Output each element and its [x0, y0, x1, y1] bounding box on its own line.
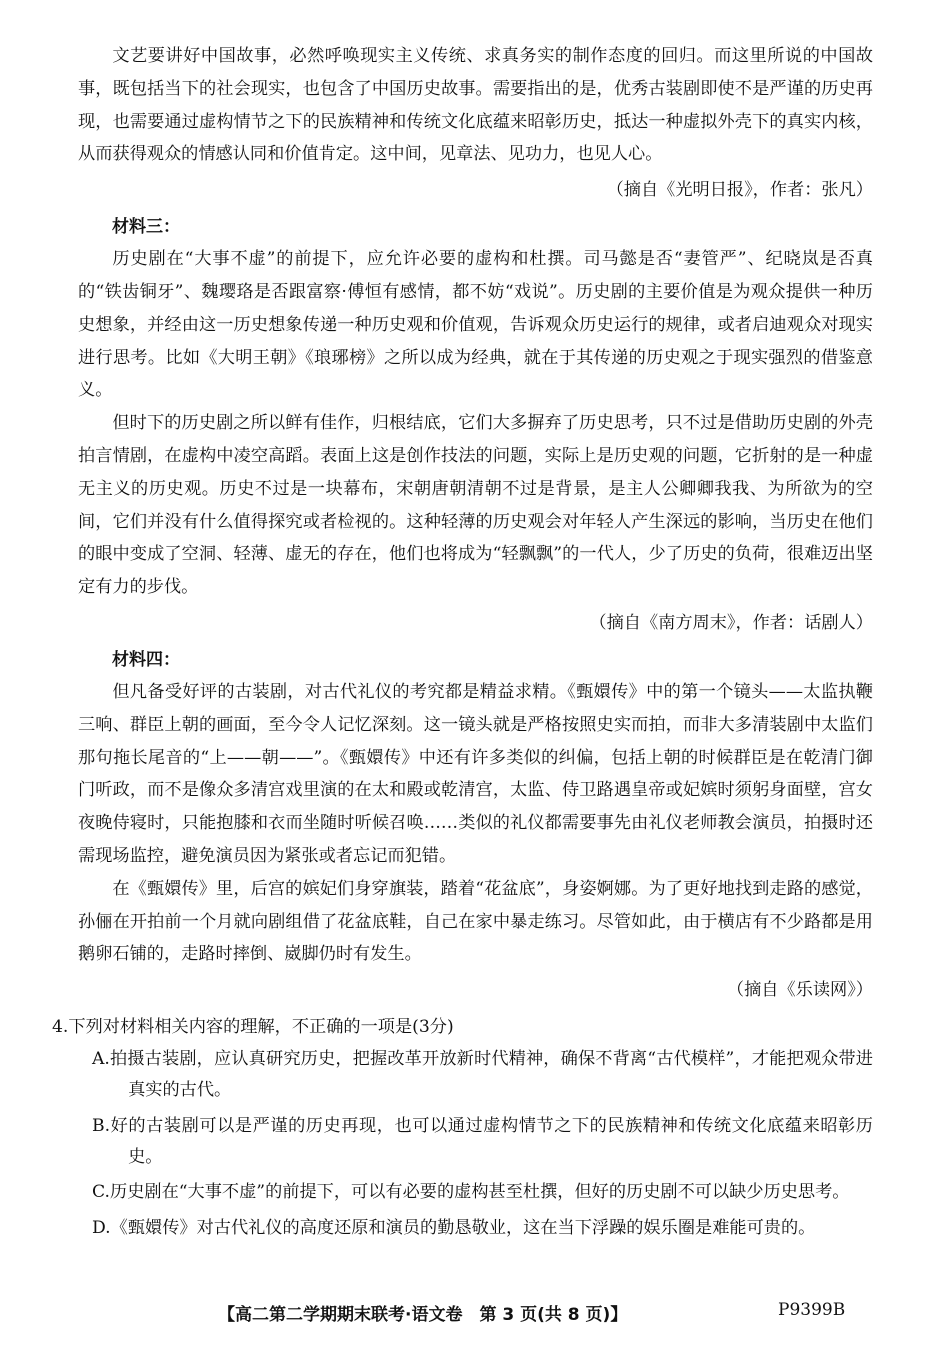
option-c: C.历史剧在“大事不虚”的前提下，可以有必要的虚构甚至杜撰，但好的历史剧不可以缺少历史思考。 — [92, 1182, 850, 1203]
material4-paragraph-2: 在《甄嬛传》里，后宫的嫔妃们身穿旗装，踏着“花盆底”，身姿婀娜。为了更好地找到走路的感觉，孙俪在开拍前一个月就向剧组借了花盆底鞋，自己在家中暴走练习。尽管如此，由于横店有不少路都是用鹅卵石铺的，走路时摔倒、崴脚仍时有发生。 — [78, 878, 873, 965]
footer-paper-code: P9399B — [778, 1300, 846, 1320]
option-b: B.好的古装剧可以是严谨的历史再现，也可以通过虚构情节之下的民族精神和传统文化底蕴来昭彰历史。 — [92, 1115, 873, 1167]
material4-source: （摘自《乐读网》） — [726, 980, 873, 1001]
material3-source: （摘自《南方周末》，作者：话剧人） — [589, 612, 873, 633]
material2-source: （摘自《光明日报》，作者：张凡） — [606, 180, 873, 201]
material3-heading: 材料三： — [112, 217, 180, 238]
material4-paragraph-1: 但凡备受好评的古装剧，对古代礼仪的考究都是精益求精。《甄嬛传》中的第一个镜头——太监执鞭三响、群臣上朝的画面，至今令人记忆深刻。这一镜头就是严格按照史实而拍，而非大多清装剧中太监们那句拖长尾音的“上——朝——”。《甄嬛传》中还有许多类似的纠偏，包括上朝的时候群臣是在乾清门御门听政，而不是像众多清宫戏里演的在太和殿或乾清宫，太监、侍卫路遇皇帝或妃嫔时须躬身面壁，宫女夜晚侍寝时，只能抱膝和衣而坐随时听候召唤……类似的礼仪都需要事先由礼仪老师教会演员，拍摄时还需现场监控，避免演员因为紧张或者忘记而犯错。 — [78, 681, 873, 866]
exam-page — [52, 40, 873, 1248]
option-a: A.拍摄古装剧，应认真研究历史，把握改革开放新时代精神，确保不背离“古代模样”，才能把观众带进真实的古代。 — [92, 1048, 873, 1101]
material3-paragraph-2: 但时下的历史剧之所以鲜有佳作，归根结底，它们大多摒弃了历史思考，只不过是借助历史剧的外壳拍言情剧，在虚构中凌空高蹈。表面上这是创作技法的问题，实际上是历史观的问题，它折射的是一种虚无主义的历史观。历史不过是一块幕布，宋朝唐朝清朝不过是背景，是主人公卿卿我我、为所欲为的空间，它们并没有什么值得探究或者检视的。这种轻薄的历史观会对年轻人产生深远的影响，当历史在他们的眼中变成了空洞、轻薄、虚无的存在，他们也将成为“轻飘飘”的一代人，少了历史的负荷，很难迈出坚定有力的步伐。 — [78, 413, 873, 598]
material4-heading: 材料四： — [112, 649, 180, 670]
option-d: D.《甄嬛传》对古代礼仪的高度还原和演员的勤恳敬业，这在当下浮躁的娱乐圈是难能可贵的。 — [92, 1217, 816, 1238]
question-4 — [52, 1011, 873, 1244]
footer-exam-title: 【高二第二学期期末联考·语文卷 第 3 页(共 8 页)】 — [218, 1305, 628, 1325]
material2-paragraph: 文艺要讲好中国故事，必然呼唤现实主义传统、求真务实的制作态度的回归。而这里所说的中国故事，既包括当下的社会现实，也包含了中国历史故事。需要指出的是，优秀古装剧即使不是严谨的历史再现，也需要通过虚构情节之下的民族精神和传统文化底蕴来昭彰历史，抵达一种虚拟外壳下的真实内核，从而获得观众的情感认同和价值肯定。这中间，见章法、见功力，也见人心。 — [78, 46, 873, 165]
question-stem: 4.下列对材料相关内容的理解，不正确的一项是(3分) — [52, 1017, 454, 1038]
material3-paragraph-1: 历史剧在“大事不虚”的前提下，应允许必要的虚构和杜撰。司马懿是否“妻管严”、纪晓岚是否真的“铁齿铜牙”、魏璎珞是否跟富察·傅恒有感情，都不妨“戏说”。历史剧的主要价值是为观众提供一种历史想象，并经由这一历史想象传递一种历史观和价值观，告诉观众历史运行的规律，或者启迪观众对现实进行思考。比如《大明王朝》《琅琊榜》之所以成为经典，就在于其传递的历史观之于现实强烈的借鉴意义。 — [78, 249, 873, 401]
